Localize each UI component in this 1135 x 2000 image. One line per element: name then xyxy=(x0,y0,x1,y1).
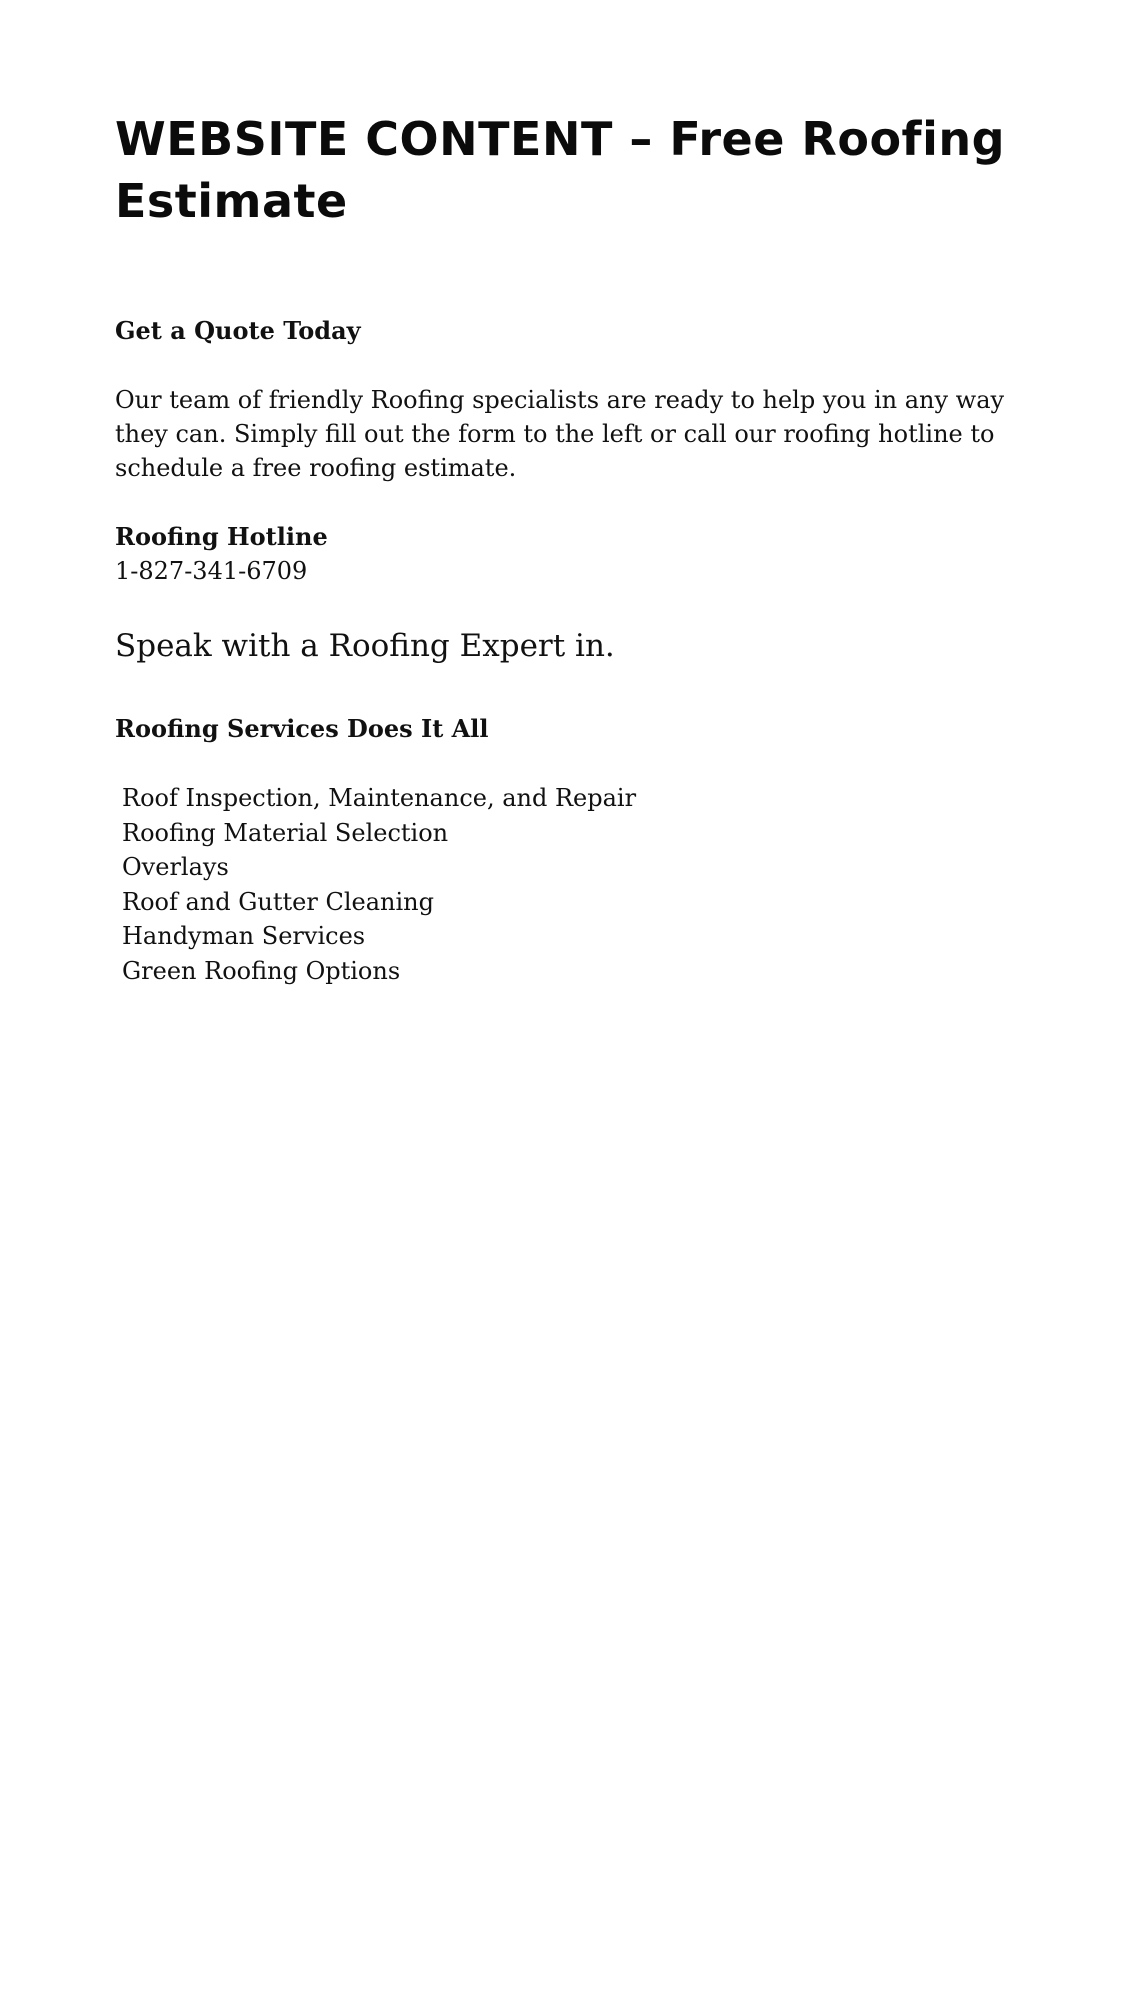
service-item: Overlays xyxy=(122,853,229,881)
services-list xyxy=(122,781,1020,988)
services-heading: Roofing Services Does It All xyxy=(115,714,489,743)
hotline-section xyxy=(115,520,1020,588)
service-item: Green Roofing Options xyxy=(122,956,401,985)
quote-heading: Get a Quote Today xyxy=(115,316,361,345)
quote-paragraph: Our team of friendly Roofing specialists are ready to help you in any way they can. Simply fill out the form to the left or call our roofing hotline to schedule a free roofing estimate. xyxy=(115,386,1005,482)
service-item: Roofing Material Selection xyxy=(122,818,449,847)
page-title: WEBSITE CONTENT – Free Roofing Estimate xyxy=(115,112,1006,228)
hotline-label: Roofing Hotline xyxy=(115,522,328,551)
hotline-number: 1-827-341-6709 xyxy=(115,557,308,585)
speak-with-expert-text: Speak with a Roofing Expert in. xyxy=(115,628,615,664)
service-item: Roof and Gutter Cleaning xyxy=(122,887,434,916)
service-item: Handyman Services xyxy=(122,922,366,950)
service-item: Roof Inspection, Maintenance, and Repair xyxy=(122,784,637,812)
